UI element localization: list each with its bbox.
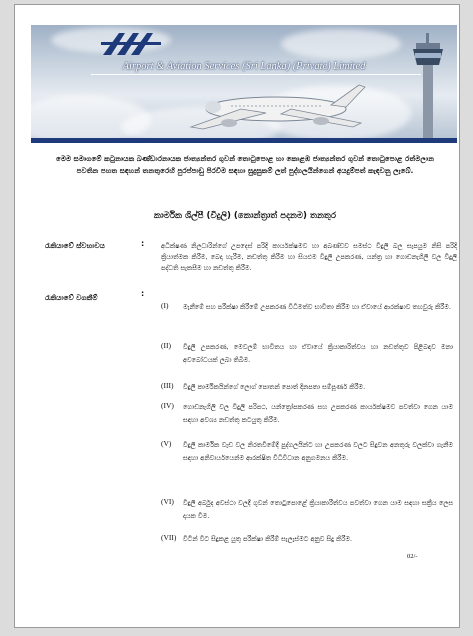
intro-paragraph: මෙම සමාගමේ කටුනායක බණ්ඩාරනායක ජාත්‍යන්තර ගුවන් තොටුපොළ හා කොළඹ ජාත්‍යන්තර ගුවන් තොටුපොළ රත්මලාන පවතින පහත සඳහන් තනතුරෙහි පුරප්පාඩු පිරවීම සඳහා සුදුසුකම් ලත් පුද්ගලයින්ගෙන් අයදුම්පත් කැඳවනු ලැබේ.: [55, 154, 435, 175]
page-number: 02/-: [407, 553, 418, 560]
list-item-text: විදුලි අර්බුද අවස්ථා වලදී ගුවන් තොටුපොළේ ක්‍රියාකාරීත්වය පවත්වා ගෙන යාම සඳහා සක්‍රීය ලෙස දායක වීම.: [183, 499, 453, 520]
list-item-text: මැනීමේ සහ පරීක්ෂා කිරීමේ උපකරණ විධිමත්ව භාවිතා කිරීම හා ඒවායේ ආරක්ෂාව තහවුරු කිරීම.: [183, 303, 451, 311]
list-item-text: විදුලි කාර්මිකයින්ගේ ලොග් පොතන් පොත් දිනපතා සම්පූර්ණ කිරීම.: [183, 383, 366, 391]
list-item-number: (IV): [161, 401, 174, 410]
aasl-wings-logo-icon: [99, 31, 165, 57]
list-item-number: (I): [161, 301, 169, 310]
list-item-number: (V): [161, 439, 172, 448]
list-item-text: ගොඩනැගිලි වල විදුලි පරිපථ, යන්ත්‍රෝපකරණ සහ උපකරණ කාර්යක්ෂමව පවත්වා ගෙන යාම සඳහා අවශ්‍ය නඩත්තු කටයුතු කිරීම.: [183, 403, 453, 424]
header-banner: [31, 25, 457, 143]
duties-label: රැකියාවේ වගකීම්: [45, 293, 98, 302]
list-item-number: (II): [161, 341, 171, 350]
nature-label: රැකියාවේ ස්වභාවය: [45, 241, 105, 250]
list-item-number: (III): [161, 381, 174, 390]
nature-text: අධීක්ෂණ නිලධාරින්ගේ උපදෙස් පරිදි කාර්යක්ෂමව හා අඛණ්ඩව සමස්ථ විදුලි බල සැපයුම නිසි පරිදි ක්‍රියාත්මක කිරීම, බෙදා හැරීම, නඩත්තු කිරීම හා සියළුම විදුලි උපකරණ, යන්ත්‍ර හා ගොඩනැගිලි වල විදුලි පද්ධති සැකසීම හා නඩත්තු කිරීම.: [161, 242, 457, 273]
airplane-image: [181, 79, 371, 137]
control-tower-image: [407, 31, 449, 139]
title-divider: [91, 74, 421, 75]
list-item-text: විදුලි උපකරණ, මෙවලම් භාවිතය හා ඒවායේ ක්‍රියාකාරිත්වය හා නඩත්තුව පිළිබඳව මනා අවබෝධයක් ලබා තිබීම.: [183, 343, 453, 364]
organization-name: Airport & Aviation Services (Sri Lanka) (Private) Limited: [122, 61, 366, 72]
nature-colon: :: [141, 239, 145, 248]
post-title: කාර්මික ශිල්පී (විදුලි) (කොන්ත්‍රාත් පදනම) තනතුර: [153, 211, 337, 221]
document-page: [14, 4, 460, 628]
list-item-number: (VI): [161, 497, 174, 506]
list-item-text: විටින් විට සිදුකළ යුතු පරීක්ෂා කිරීම් සැලැස්මට අනුව සිදු කිරීම.: [183, 535, 353, 543]
duties-colon: :: [141, 289, 145, 298]
list-item-number: (VII): [161, 533, 177, 542]
list-item-text: විදුලි කාර්මික වැඩ වල නිරතවීමේදී පුද්ගලයින්ට හා උපකරණ වලට සිදුවන අනතුරු වලක්වා ගැනීම සඳහා අනිවාර්යයෙන්ම ආරක්ෂිත විධිවිධාන අනුගමනය කිරීම.: [183, 441, 453, 462]
